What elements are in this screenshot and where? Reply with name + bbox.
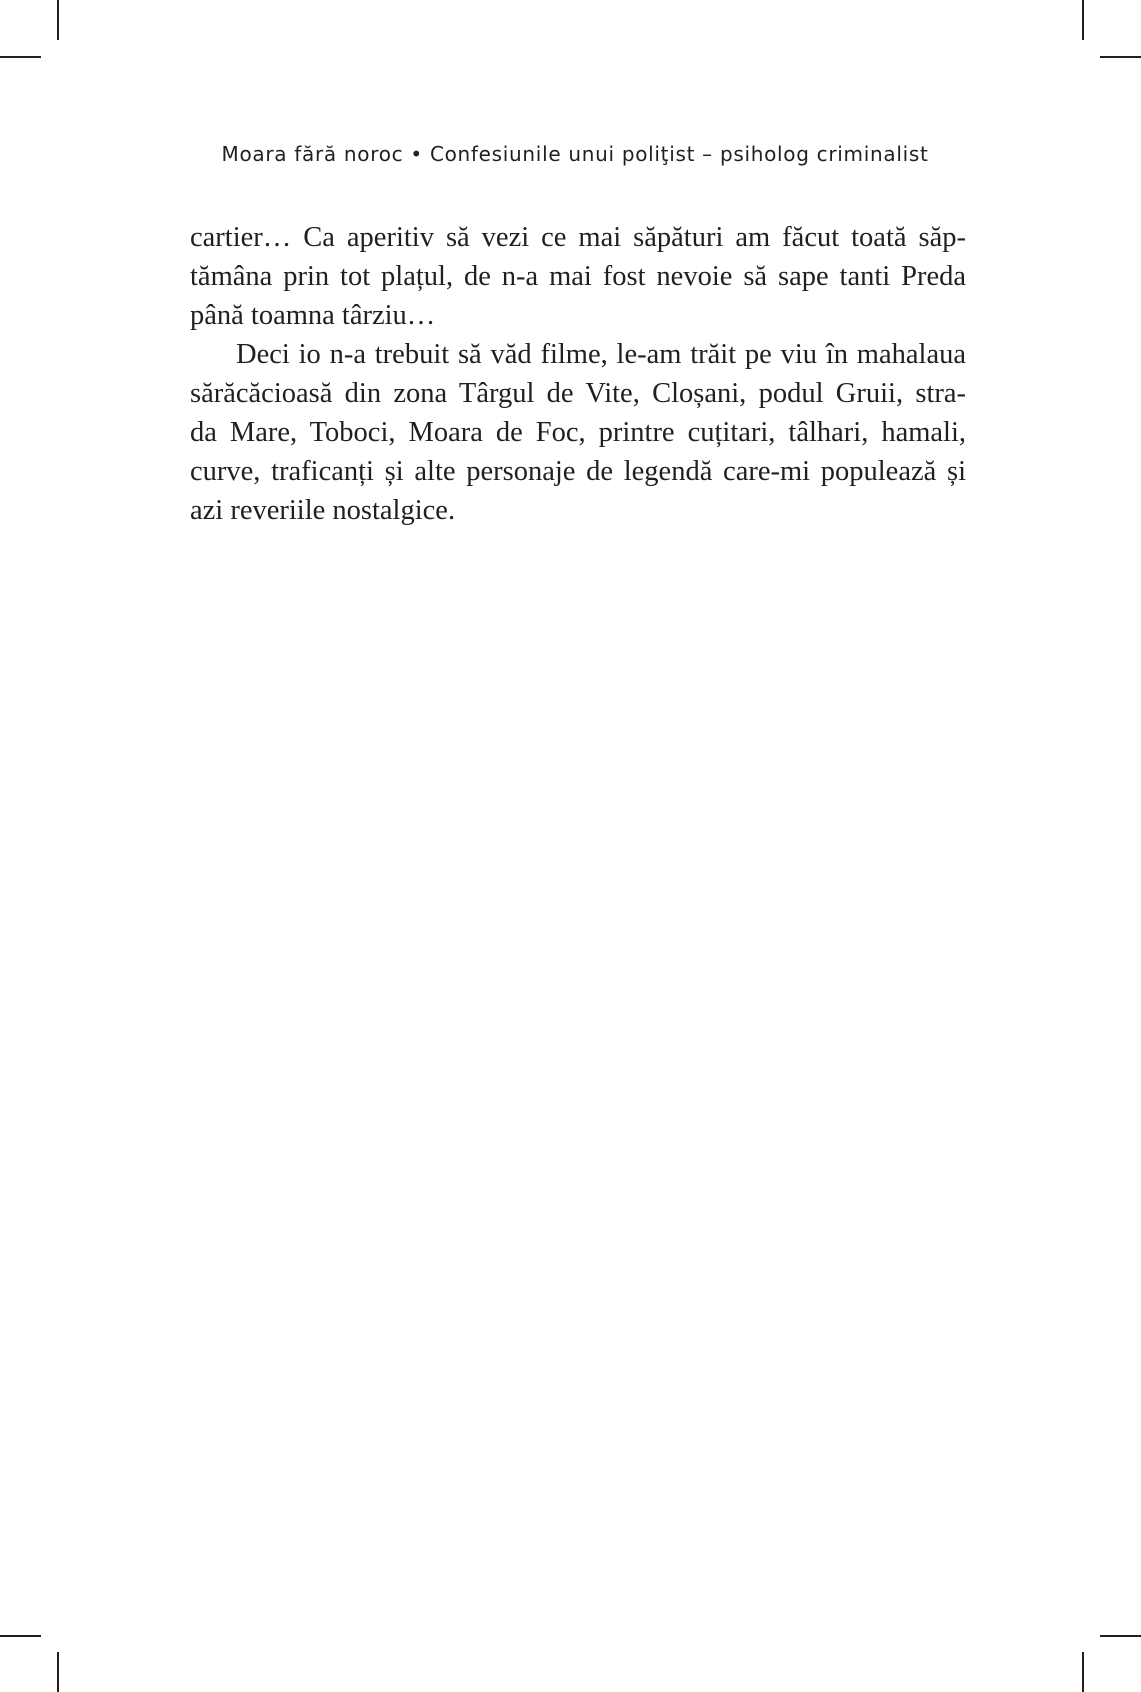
crop-mark-bottom-right-vertical bbox=[1082, 1652, 1084, 1692]
crop-mark-bottom-right-horizontal bbox=[1100, 1635, 1141, 1637]
paragraph bbox=[190, 218, 966, 335]
body-text bbox=[190, 218, 966, 530]
crop-mark-top-left-horizontal bbox=[0, 56, 41, 58]
text-line: sărăcăcioasă din zona Târgul de Vite, Cloșani, podul Gruii, stra- bbox=[190, 378, 966, 409]
text-line: azi reveriile nostalgice. bbox=[190, 495, 456, 526]
paragraph bbox=[190, 335, 966, 530]
crop-mark-bottom-left-horizontal bbox=[0, 1635, 41, 1637]
crop-mark-top-right-vertical bbox=[1082, 0, 1084, 40]
crop-mark-top-left-vertical bbox=[57, 0, 59, 40]
text-line: da Mare, Toboci, Moara de Foc, printre cuțitari, tâlhari, hamali, bbox=[190, 417, 966, 448]
text-line: până toamna târziu… bbox=[190, 300, 436, 331]
text-line: cartier… Ca aperitiv să vezi ce mai săpături am făcut toată săp- bbox=[190, 222, 966, 253]
running-head: Moara fără noroc • Confesiunile unui poliţist – psiholog criminalist bbox=[221, 142, 929, 166]
text-line: curve, traficanți și alte personaje de legendă care-mi populează și bbox=[190, 456, 966, 487]
text-line: tămâna prin tot plațul, de n-a mai fost nevoie să sape tanti Preda bbox=[190, 261, 966, 292]
crop-mark-bottom-left-vertical bbox=[57, 1652, 59, 1692]
text-line: Deci io n-a trebuit să văd filme, le-am trăit pe viu în mahalaua bbox=[236, 339, 966, 370]
crop-mark-top-right-horizontal bbox=[1100, 56, 1141, 58]
